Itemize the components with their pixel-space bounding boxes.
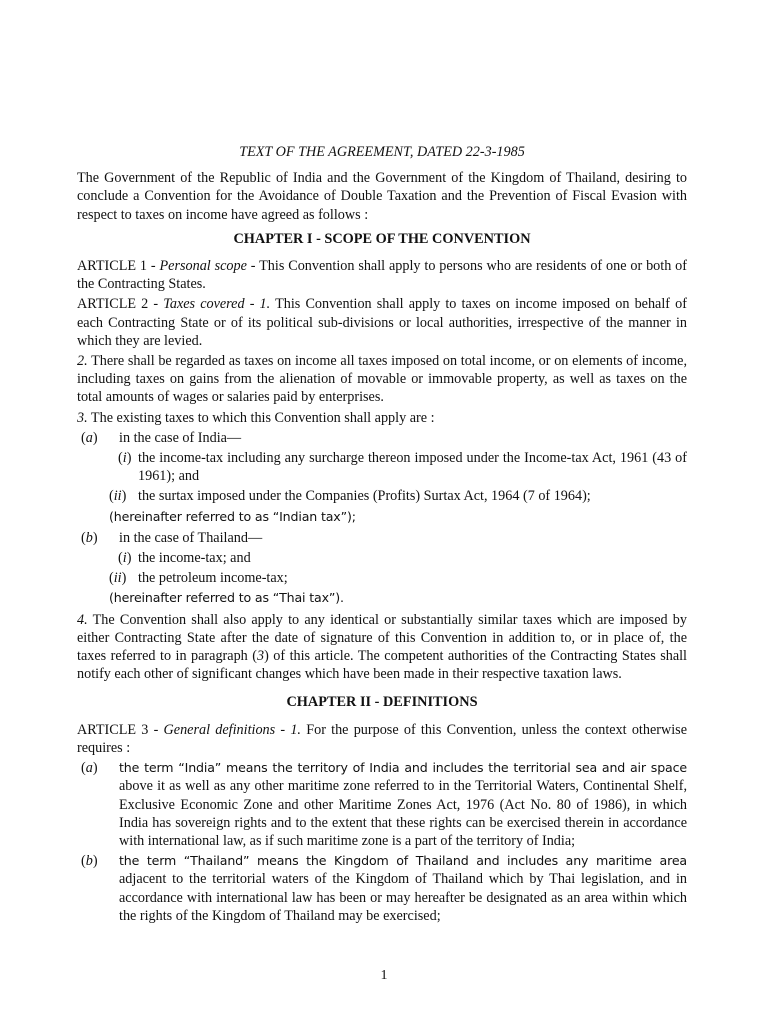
page-number: 1 xyxy=(380,968,388,983)
article-3 xyxy=(77,721,687,757)
article-2 xyxy=(77,295,687,350)
document-title: TEXT OF THE AGREEMENT, DATED 22-3-1985 xyxy=(239,144,525,160)
article-3-text: For the purpose of this Convention, unless the context otherwise requires : xyxy=(77,721,687,756)
article-1-prefix: ARTICLE 1 - xyxy=(77,258,160,275)
article-1-text: - This Convention shall apply to persons who are residents of one or both of the Contracting States. xyxy=(77,258,687,293)
para-text-cont: ) of this article. The competent authorities of the Contracting States shall notify each other of significant changes which have been made in their respective taxation laws. xyxy=(77,648,687,683)
thai-tax-note: (hereinafter referred to as “Thai tax”). xyxy=(109,590,344,606)
item-text: in the case of India— xyxy=(119,429,242,446)
item-text: the petroleum income-tax; xyxy=(138,570,288,587)
item-label: (i) xyxy=(118,550,132,567)
article-3-prefix: ARTICLE 3 - xyxy=(77,721,164,738)
item-text: the term “Thailand” means the Kingdom of Thailand and includes any maritime area adjacent to the territorial waters of the Kingdom of Thailand which by Thai legislation, and in accordance with international law has been or may hereafter be designated as an area within which the rights of the Kingdom of Thailand may be exercised; xyxy=(119,853,687,924)
para-ref: 3 xyxy=(256,648,265,665)
document-page xyxy=(77,143,687,927)
item-label: (b) xyxy=(81,529,98,546)
article-2-para-2 xyxy=(77,352,687,407)
list-item-a-i xyxy=(77,449,687,485)
chapter-1-heading: CHAPTER I - SCOPE OF THE CONVENTION xyxy=(233,230,531,247)
item-text: the term “India” means the territory of India and includes the territorial sea and air space above it as well as any other maritime zone referred to in the Territorial Waters, Continental Shelf, Exclusive Economic Zone and other Maritime Zones Act, 1976 (Act No. 80 of 1986), in which India has sovereign rights and to the extent that these rights can be exercised therein in accordance with international law, as if such maritime zone is a part of the territory of India; xyxy=(119,760,687,849)
article-1 xyxy=(77,257,687,293)
article-1-heading: Personal scope xyxy=(159,258,247,275)
article-2-para-4 xyxy=(77,611,687,684)
para-text: The existing taxes to which this Convention shall apply are : xyxy=(87,409,435,426)
item-text: the income-tax including any surcharge thereon imposed under the Income-tax Act, 1961 (43 of 1961); and xyxy=(138,450,687,485)
preamble: The Government of the Republic of India and the Government of the Kingdom of Thailand, desiring to conclude a Convention for the Avoidance of Double Taxation and the Prevention of Fiscal Evasion with respect to taxes on income have agreed as follows : xyxy=(77,170,687,223)
list-item-b-thailand xyxy=(77,529,687,547)
chapter-2-heading: CHAPTER II - DEFINITIONS xyxy=(286,694,478,711)
item-label: (a) xyxy=(81,429,98,446)
item-text: the income-tax; and xyxy=(138,550,251,567)
article-2-prefix: ARTICLE 2 - xyxy=(77,296,164,313)
item-text: in the case of Thailand— xyxy=(119,529,263,546)
article-2-para-3 xyxy=(77,409,687,427)
item-label: (b) xyxy=(81,853,98,870)
item-label: (ii) xyxy=(109,570,127,587)
para-text: There shall be regarded as taxes on income all taxes imposed on total income, or on elements of income, including taxes on gains from the alienation of movable or immovable property, as well as taxes on the total amounts of wages or salaries paid by enterprises. xyxy=(77,353,687,406)
definition-a-india xyxy=(77,759,687,850)
item-label: (a) xyxy=(81,760,98,777)
list-item-a-ii xyxy=(77,487,687,505)
item-label: (ii) xyxy=(109,488,127,505)
item-text: the surtax imposed under the Companies (Profits) Surtax Act, 1964 (7 of 1964); xyxy=(138,488,591,505)
para-text: The Convention shall also apply to any identical or substantially similar taxes which are imposed by either Contracting State after the date of signature of this Convention in addition to, or in place of, the taxes referred to in paragraph ( xyxy=(77,611,687,665)
indian-tax-note: (hereinafter referred to as “Indian tax”); xyxy=(109,508,356,524)
article-3-heading: General definitions - 1. xyxy=(163,721,301,738)
list-item-b-i xyxy=(77,549,687,567)
item-label: (i) xyxy=(118,450,132,467)
list-item-b-ii xyxy=(77,569,687,587)
para-number: 2. xyxy=(77,353,88,370)
para-number: 4. xyxy=(77,611,88,628)
article-2-text: This Convention shall apply to taxes on income imposed on behalf of each Contracting State or of its political sub-divisions or local authorities, irrespective of the manner in which they are levied. xyxy=(77,296,687,349)
list-item-a-india xyxy=(77,429,687,447)
article-2-heading: Taxes covered - 1. xyxy=(163,296,271,313)
para-number: 3. xyxy=(77,409,88,426)
definition-b-thailand xyxy=(77,852,687,925)
